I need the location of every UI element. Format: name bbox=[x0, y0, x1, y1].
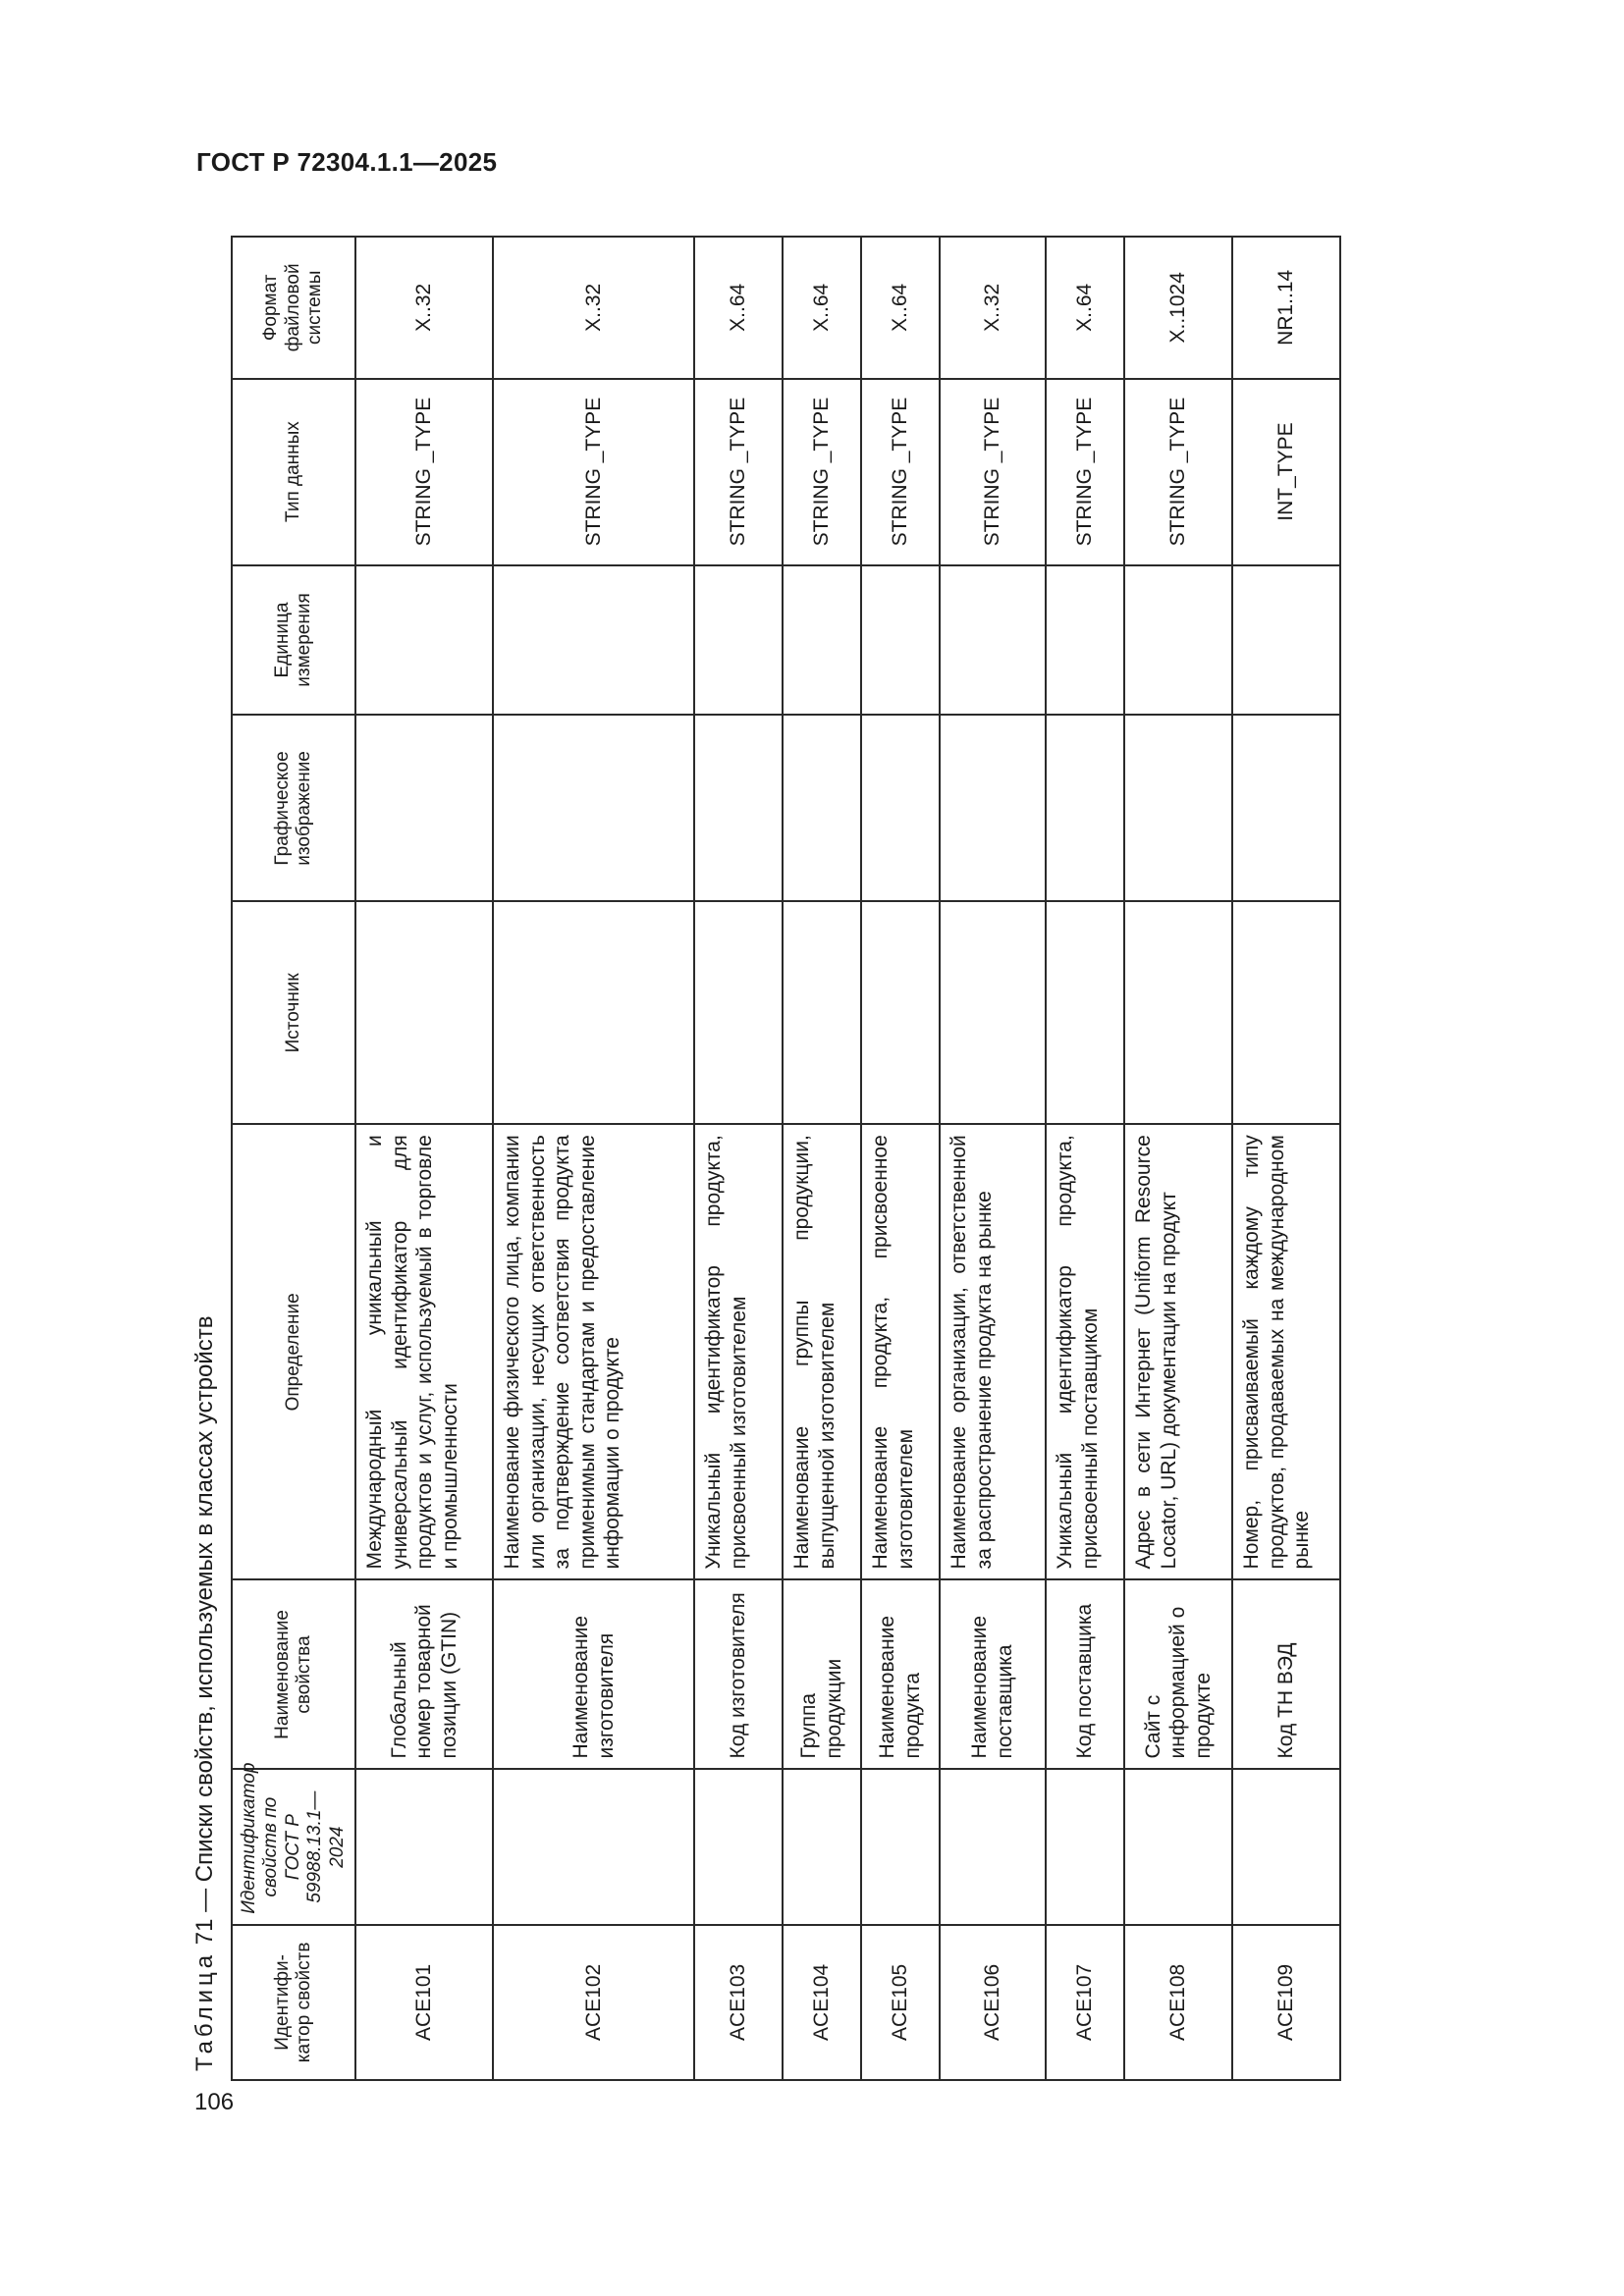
cell-source bbox=[493, 901, 694, 1124]
cell-datatype: STRING _TYPE bbox=[355, 379, 493, 565]
table-row bbox=[940, 237, 1046, 2080]
cell-source bbox=[1046, 901, 1124, 1124]
document-header bbox=[196, 147, 497, 178]
cell-graphic bbox=[1124, 715, 1232, 901]
cell-unit bbox=[1124, 565, 1232, 716]
cell-graphic bbox=[355, 715, 493, 901]
cell-datatype: STRING _TYPE bbox=[1124, 379, 1232, 565]
cell-graphic bbox=[940, 715, 1046, 901]
cell-unit bbox=[1232, 565, 1340, 716]
table-row bbox=[355, 237, 493, 2080]
cell-unit bbox=[493, 565, 694, 716]
cell-definition: Наименование группы продукции, выпущенной изготовителем bbox=[783, 1124, 861, 1579]
cell-graphic bbox=[783, 715, 861, 901]
cell-unit bbox=[861, 565, 940, 716]
col-header-name: Наименование свойства bbox=[232, 1579, 355, 1769]
cell-name: Глобальный номер товарной позиции (GTIN) bbox=[355, 1579, 493, 1769]
caption-label: Таблица bbox=[191, 1950, 218, 2071]
cell-format: X..32 bbox=[355, 237, 493, 379]
cell-id: ACE104 bbox=[783, 1925, 861, 2080]
col-header-unit: Единица измерения bbox=[232, 565, 355, 716]
cell-name: Группа продукции bbox=[783, 1579, 861, 1769]
cell-definition: Наименование физического лица, компании или организации, несущих ответственность за подтверждение соответствия продукта применимым стандартам и предоставление информации о продукте bbox=[493, 1124, 694, 1579]
cell-datatype: STRING _TYPE bbox=[1046, 379, 1124, 565]
cell-datatype: STRING _TYPE bbox=[783, 379, 861, 565]
cell-format: X..64 bbox=[694, 237, 783, 379]
cell-source bbox=[940, 901, 1046, 1124]
cell-unit bbox=[940, 565, 1046, 716]
cell-gost-id bbox=[861, 1770, 940, 1925]
cell-gost-id bbox=[783, 1770, 861, 1925]
cell-id: ACE101 bbox=[355, 1925, 493, 2080]
cell-id: ACE108 bbox=[1124, 1925, 1232, 2080]
cell-name: Наименование изготовителя bbox=[493, 1579, 694, 1769]
cell-graphic bbox=[1232, 715, 1340, 901]
cell-name: Наименование поставщика bbox=[940, 1579, 1046, 1769]
caption-text: 71 — Списки свойств, используемых в классах устройств bbox=[191, 1315, 218, 1946]
table-row bbox=[493, 237, 694, 2080]
cell-unit bbox=[1046, 565, 1124, 716]
cell-gost-id bbox=[355, 1770, 493, 1925]
cell-id: ACE103 bbox=[694, 1925, 783, 2080]
cell-definition: Уникальный идентификатор продукта, присвоенный изготовителем bbox=[694, 1124, 783, 1579]
cell-name: Сайт с информацией о продукте bbox=[1124, 1579, 1232, 1769]
cell-gost-id bbox=[1046, 1770, 1124, 1925]
cell-name: Наименование продукта bbox=[861, 1579, 940, 1769]
cell-format: X..64 bbox=[783, 237, 861, 379]
cell-definition: Наименование организации, ответственной за распространение продукта на рынке bbox=[940, 1124, 1046, 1579]
cell-gost-id bbox=[493, 1770, 694, 1925]
cell-format: X..1024 bbox=[1124, 237, 1232, 379]
table-caption bbox=[191, 1315, 219, 2071]
cell-definition: Адрес в сети Интернет (Uniform Resource Locator, URL) документации на продукт bbox=[1124, 1124, 1232, 1579]
cell-name: Код поставщика bbox=[1046, 1579, 1124, 1769]
cell-id: ACE109 bbox=[1232, 1925, 1340, 2080]
col-header-graphic: Графическое изображение bbox=[232, 715, 355, 901]
table-row bbox=[1046, 237, 1124, 2080]
cell-id: ACE106 bbox=[940, 1925, 1046, 2080]
cell-unit bbox=[694, 565, 783, 716]
cell-datatype: INT_TYPE bbox=[1232, 379, 1340, 565]
table-row bbox=[694, 237, 783, 2080]
doc-id: ГОСТ Р 72304.1.1—2025 bbox=[196, 147, 498, 177]
table-header-row bbox=[232, 237, 355, 2080]
table-row bbox=[1232, 237, 1340, 2080]
col-header-gost-id: Идентификатор свойств по ГОСТ Р 59988.13.1—2024 bbox=[232, 1770, 355, 1925]
cell-format: X..64 bbox=[861, 237, 940, 379]
cell-unit bbox=[355, 565, 493, 716]
cell-unit bbox=[783, 565, 861, 716]
cell-id: ACE107 bbox=[1046, 1925, 1124, 2080]
cell-definition: Уникальный идентификатор продукта, присвоенный поставщиком bbox=[1046, 1124, 1124, 1579]
cell-datatype: STRING _TYPE bbox=[493, 379, 694, 565]
cell-format: NR1..14 bbox=[1232, 237, 1340, 379]
col-header-source: Источник bbox=[232, 901, 355, 1124]
cell-definition: Международный уникальный и универсальный идентификатор для продуктов и услуг, используемый в торговле и промышленности bbox=[355, 1124, 493, 1579]
cell-source bbox=[355, 901, 493, 1124]
cell-graphic bbox=[1046, 715, 1124, 901]
cell-id: ACE105 bbox=[861, 1925, 940, 2080]
table-container bbox=[231, 236, 1340, 2081]
table-body bbox=[355, 237, 1340, 2080]
cell-datatype: STRING _TYPE bbox=[940, 379, 1046, 565]
cell-gost-id bbox=[940, 1770, 1046, 1925]
table-row bbox=[783, 237, 861, 2080]
cell-format: X..32 bbox=[493, 237, 694, 379]
cell-format: X..32 bbox=[940, 237, 1046, 379]
cell-graphic bbox=[694, 715, 783, 901]
cell-source bbox=[694, 901, 783, 1124]
cell-source bbox=[1232, 901, 1340, 1124]
col-header-definition: Определение bbox=[232, 1124, 355, 1579]
cell-definition: Наименование продукта, присвоенное изготовителем bbox=[861, 1124, 940, 1579]
properties-table bbox=[231, 236, 1341, 2081]
cell-gost-id bbox=[694, 1770, 783, 1925]
table-row bbox=[1124, 237, 1232, 2080]
page-number: 106 bbox=[194, 2089, 235, 2115]
col-header-id: Идентифи-катор свойств bbox=[232, 1925, 355, 2080]
cell-name: Код ТН ВЭД bbox=[1232, 1579, 1340, 1769]
col-header-datatype: Тип данных bbox=[232, 379, 355, 565]
cell-format: X..64 bbox=[1046, 237, 1124, 379]
cell-graphic bbox=[493, 715, 694, 901]
cell-gost-id bbox=[1232, 1770, 1340, 1925]
table-row bbox=[861, 237, 940, 2080]
cell-source bbox=[783, 901, 861, 1124]
cell-id: ACE102 bbox=[493, 1925, 694, 2080]
cell-datatype: STRING _TYPE bbox=[861, 379, 940, 565]
cell-gost-id bbox=[1124, 1770, 1232, 1925]
cell-datatype: STRING _TYPE bbox=[694, 379, 783, 565]
cell-source bbox=[1124, 901, 1232, 1124]
cell-graphic bbox=[861, 715, 940, 901]
col-header-format: Формат файловой системы bbox=[232, 237, 355, 379]
cell-source bbox=[861, 901, 940, 1124]
cell-name: Код изготовителя bbox=[694, 1579, 783, 1769]
cell-definition: Номер, присваиваемый каждому типу продуктов, продаваемых на международном рынке bbox=[1232, 1124, 1340, 1579]
